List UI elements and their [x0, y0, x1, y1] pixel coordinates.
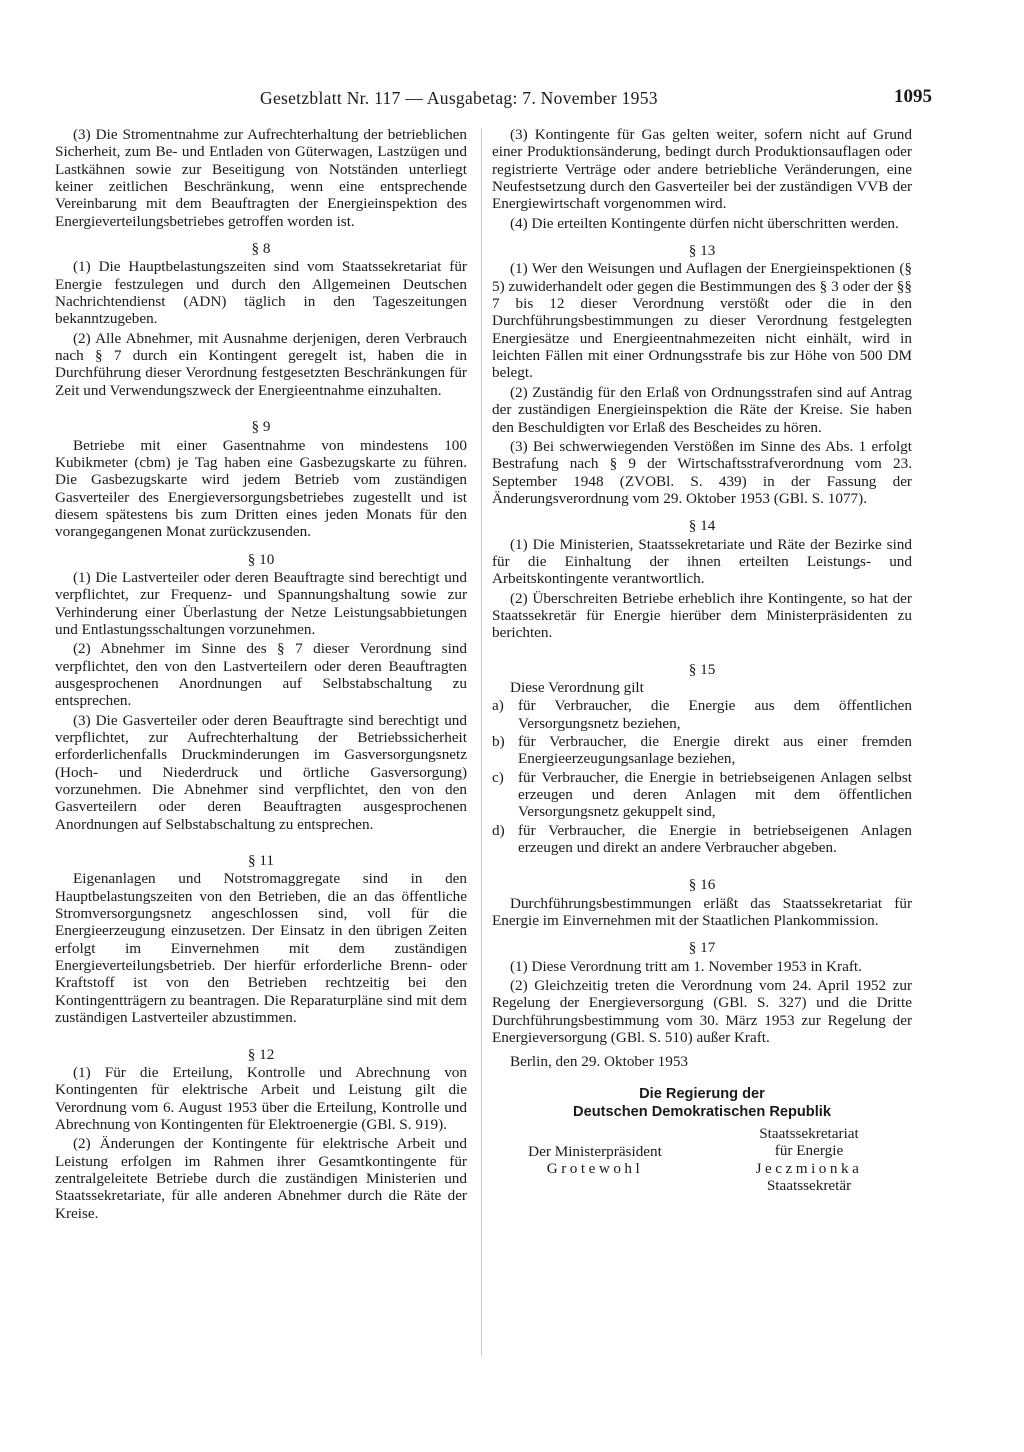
- paragraph: (2) Überschreiten Betriebe erheblich ihre Kontingente, so hat der Staatssekretär für Energie hierüber dem Ministerpräsidenten zu berichten.: [492, 589, 912, 642]
- section-heading: § 12: [247, 1045, 275, 1063]
- paragraph: (3) Bei schwerwiegenden Verstößen im Sinne des Abs. 1 erfolgt Bestrafung nach § 9 der Wirtschaftsstrafverordnung vom 23. September 1948 (ZVOBl. S. 439) in der Fassung der Änderungsverordnung vom 29. Oktober 1953 (GBl. S. 1077).: [492, 437, 912, 507]
- page-number: 1095: [894, 86, 932, 107]
- section-heading: § 9: [251, 418, 271, 436]
- paragraph: (2) Abnehmer im Sinne des § 7 dieser Verordnung sind verpflichtet, den von den Lastverteilern oder deren Beauftragten ausgesprochenen Anordnungen auf Selbstabschaltung zu entsprechen.: [55, 640, 467, 710]
- paragraph: (1) Diese Verordnung tritt am 1. November 1953 in Kraft.: [510, 957, 862, 975]
- signatory-name: Grotewohl: [546, 1160, 644, 1178]
- left-column: [55, 126, 467, 1222]
- paragraph: (4) Die erteilten Kontingente dürfen nicht überschritten werden.: [510, 214, 899, 232]
- signatory-name: Jeczmionka: [755, 1159, 863, 1177]
- paragraph: (1) Wer den Weisungen und Auflagen der Energieinspektionen (§ 5) zuwiderhandelt oder gegen die Bestimmungen des § 3 oder der §§ 7 bis 12 dieser Verordnung verstößt oder die in den Durchführungsbestimmungen zu dieser Verordnung festgelegten Energiesätze und Energieentnahmezeiten nicht einhält, wird in leichten Fällen mit einer Ordnungsstrafe bis zur Höhe von 500 DM belegt.: [492, 260, 912, 382]
- list-marker: a): [492, 697, 504, 715]
- column-divider: [481, 128, 482, 1356]
- right-column: [492, 126, 912, 1197]
- signatory-role: Staatssekretär: [766, 1177, 852, 1195]
- section-heading: § 14: [688, 517, 716, 535]
- signatory-right: [724, 1125, 894, 1194]
- signatory-left: [510, 1143, 680, 1178]
- list-item: [492, 822, 912, 857]
- list-marker: b): [492, 733, 505, 750]
- paragraph: (1) Für die Erteilung, Kontrolle und Abrechnung von Kontingenten für elektrische Arbeit und Leistung gilt die Verordnung vom 6. August 1953 über die Erteilung, Kontrolle und Abrechnung von Kontingenten für Elektroenergie (GBl. S. 919).: [55, 1063, 467, 1133]
- paragraph: (1) Die Hauptbelastungszeiten sind vom Staatssekretariat für Energie festzulegen und durch den Allgemeinen Deutschen Nachrichtendienst (ADN) täglich in den Tageszeitungen bekanntzugeben.: [55, 258, 467, 328]
- paragraph: (3) Die Stromentnahme zur Aufrechterhaltung der betrieblichen Sicherheit, zum Be- und Entladen von Güterwagen, Lastzügen und Lastkähnen sowie zur Beseitigung von Notständen unterliegt keiner zeitlichen Beschränkung, wenn eine entsprechende Vereinbarung mit dem Beauftragten der Energieinspektion des Energieverteilungsbetriebes getroffen worden ist.: [55, 126, 467, 230]
- paragraph: (2) Änderungen der Kontingente für elektrische Arbeit und Leistung erfolgen im Rahmen ihrer Gesamtkontingente für zentralgeleitete Betriebe durch die zuständigen Ministerien und Staatssekretariate, für alle anderen Abnehmer durch die Räte der Kreise.: [55, 1135, 467, 1222]
- list-item: [492, 697, 912, 732]
- signature-heading-line-2: Deutschen Demokratischen Republik: [573, 1104, 831, 1121]
- paragraph: (1) Die Lastverteiler oder deren Beauftragte sind berechtigt und verpflichtet, zur Frequenz- und Spannungshaltung sowie zur Verhinderung einer Überlastung der Netze Leistungsabbietungen und Entlastungsschaltungen vorzunehmen.: [55, 568, 467, 638]
- list-text: für Verbraucher, die Energie in betriebseigenen Anlagen erzeugen und direkt an andere Verbraucher abgeben.: [518, 821, 912, 857]
- signature-block: [492, 1125, 912, 1197]
- list-item: [492, 733, 912, 768]
- list-marker: d): [492, 821, 505, 839]
- section-heading: § 16: [688, 876, 716, 894]
- section-heading: § 8: [251, 240, 271, 258]
- signature-heading: [492, 1085, 912, 1121]
- signatory-office-sub: für Energie: [774, 1142, 844, 1160]
- paragraph: (1) Die Ministerien, Staatssekretariate und Räte der Bezirke sind für die Einhaltung der ihnen erteilten Leistungs- und Arbeitskontingente verantwortlich.: [492, 535, 912, 588]
- list-marker: c): [492, 768, 504, 786]
- section-heading: § 10: [247, 550, 275, 568]
- signatory-office: Staatssekretariat: [759, 1125, 859, 1143]
- paragraph: (2) Alle Abnehmer, mit Ausnahme derjenigen, deren Verbrauch nach § 7 durch ein Kontingent geregelt ist, haben die in Durchführung dieser Verordnung festgesetzten Beschränkungen für Zeit und Verwendungszweck der Energieentnahme einzuhalten.: [55, 329, 467, 399]
- section-heading: § 15: [688, 660, 716, 678]
- paragraph: Betriebe mit einer Gasentnahme von mindestens 100 Kubikmeter (cbm) je Tag haben eine Gasbezugskarte zu führen. Die Gasbezugskarte wird jedem Betrieb vom zuständigen Gasverteiler des Energieversorgungsbetriebes zugestellt und ist diesem spätestens bis zum Dritten eines jeden Monats für den vorangegangenen Monat zurückzusenden.: [55, 436, 467, 541]
- paragraph: (3) Die Gasverteiler oder deren Beauftragte sind berechtigt und verpflichtet, zur Aufrechterhaltung der Betriebssicherheit erforderlichenfalls Druckminderungen im Gasversorgungsnetz (Hoch- und Niederdruck und örtliche Gasversorgung) vorzunehmen. Die Abnehmer sind verpflichtet, den von den Gasverteilern oder deren Beauftragten ausgesprochenen Anordnungen auf Selbstabschaltung zu entsprechen.: [55, 711, 467, 833]
- paragraph: Diese Verordnung gilt: [510, 678, 644, 696]
- list-text: für Verbraucher, die Energie in betriebseigenen Anlagen selbst erzeugen und deren Anlagen mit dem öffentlichen Versorgungsnetz gekuppelt sind,: [518, 768, 912, 821]
- section-heading: § 13: [688, 242, 716, 260]
- paragraph: Eigenanlagen und Notstromaggregate sind in den Hauptbelastungszeiten von den Betrieben, die an das öffentliche Stromversorgungsnetz angeschlossen sind, voll für die Energieerzeugung einzusetzen. Der Einsatz in den übrigen Zeiten erfolgt im Einvernehmen mit dem zuständigen Energieverteilungsbetrieb. Der hierfür erforderliche Brenn- oder Kraftstoff ist von den Betrieben rechtzeitig bei den Kontingentträgern zu beantragen. Die Reparaturpläne sind mit dem zuständigen Lastverteiler abzustimmen.: [55, 870, 467, 1027]
- section-heading: § 11: [247, 852, 274, 870]
- header-title: Gesetzblatt Nr. 117 — Ausgabetag: 7. November 1953: [260, 88, 658, 108]
- paragraph: (2) Gleichzeitig treten die Verordnung vom 24. April 1952 zur Regelung der Energieversorgung (GBl. S. 327) und die Dritte Durchführungsbestimmung vom 30. März 1953 zur Regelung der Energieversorgung (GBl. S. 510) außer Kraft.: [492, 977, 912, 1047]
- paragraph: Durchführungsbestimmungen erläßt das Staatssekretariat für Energie im Einvernehmen mit der Staatlichen Plankommission.: [492, 894, 912, 930]
- list-item: [492, 769, 912, 821]
- section-heading: § 17: [688, 939, 716, 957]
- list-text: für Verbraucher, die Energie direkt aus einer fremden Energieerzeugungsanlage beziehen,: [518, 733, 912, 768]
- page-header: [56, 88, 932, 114]
- signature-heading-line-1: Die Regierung der: [639, 1086, 765, 1103]
- paragraph: (3) Kontingente für Gas gelten weiter, sofern nicht auf Grund einer Produktionsänderung, bedingt durch Produktionsauflagen oder registrierte Verträge oder andere betriebliche Veränderungen, eine Neufestsetzung durch den Gasverteiler bei der zuständigen VVB der Energiewirtschaft vorgenommen wird.: [492, 126, 912, 213]
- list-text: für Verbraucher, die Energie aus dem öffentlichen Versorgungsnetz beziehen,: [518, 697, 912, 732]
- signatory-title: Der Ministerpräsident: [528, 1143, 662, 1161]
- dateline: Berlin, den 29. Oktober 1953: [510, 1052, 689, 1070]
- paragraph: (2) Zuständig für den Erlaß von Ordnungsstrafen sind auf Antrag der zuständigen Energieinspektion die Räte der Kreise. Sie haben den Beschuldigten vor Erlaß des Bescheides zu hören.: [492, 383, 912, 436]
